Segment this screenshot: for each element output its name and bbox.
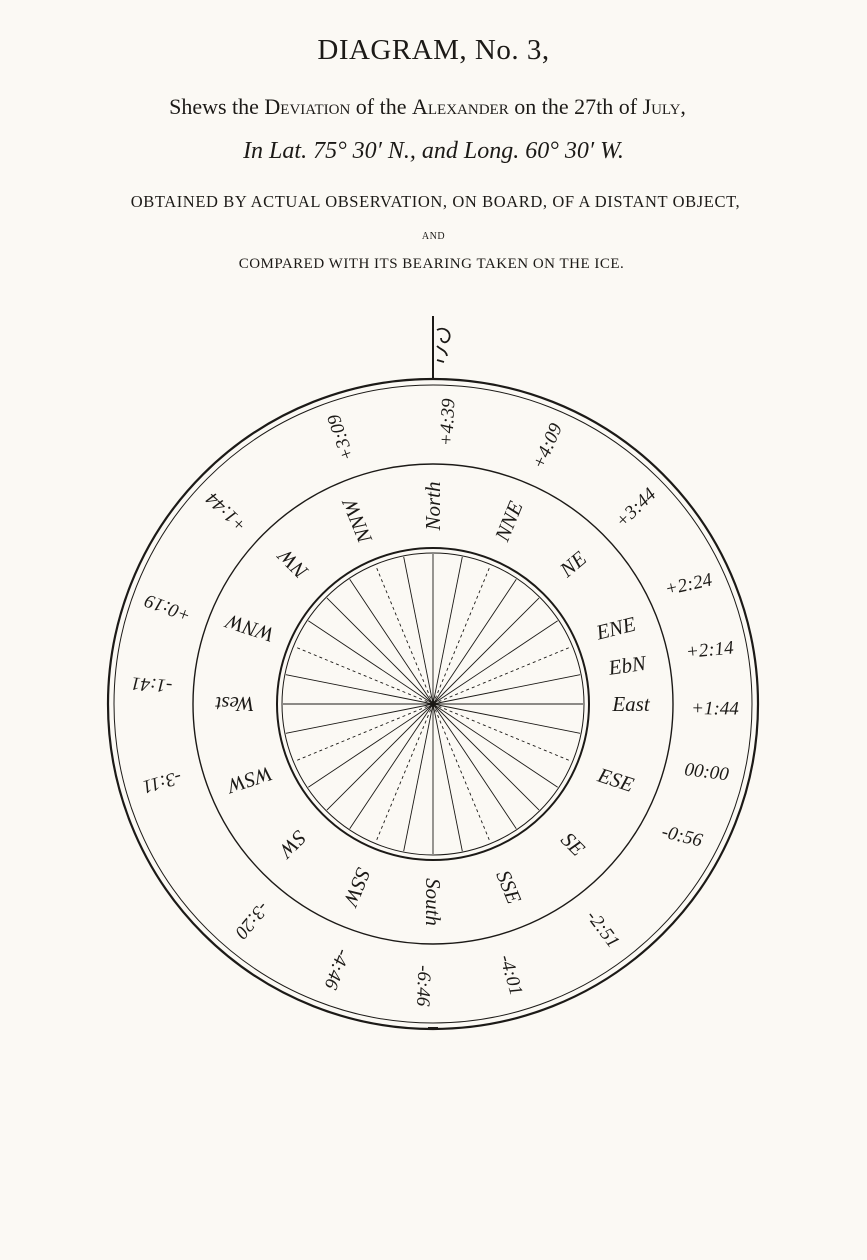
compass-ray [327,598,433,704]
deviation-value: 00:00 [683,759,730,786]
compass-point-label: South [421,878,445,926]
compass-point-label: NNW [337,495,377,547]
subtitle-on: on the 27th of [508,94,643,119]
compass-point-label: ENE [593,611,639,645]
compass-point-label: East [612,692,650,716]
deviation-value: +4:09 [528,420,567,473]
deviation-value: +1:44 [691,698,739,720]
deviation-value: +0:19 [142,589,194,626]
compass-point-label: ESE [594,762,637,797]
compass-point-label: SSE [491,866,527,908]
compass-point-label: NW [273,544,313,584]
compass-point-label: EbN [607,650,648,680]
compass-point-label: North [421,481,445,531]
compass-point-label: WSW [224,761,276,799]
compass-point-label: SSW [338,864,376,910]
compass-ray [294,704,433,761]
north-pointer [433,316,450,380]
compass-ray [376,704,433,843]
deviation-value: +3:09 [323,411,359,464]
deviation-value: -4:01 [494,952,527,998]
deviation-value: -6:46 [411,964,435,1007]
compass-ray [327,704,433,810]
compared-line: COMPARED WITH ITS BEARING TAKEN ON THE ICE. [238,256,625,272]
deviation-value: -3:11 [139,766,184,798]
deviation-value: -1:41 [130,672,173,697]
subtitle-deviation: Deviation [264,94,351,119]
compass-point-label: West [215,692,255,716]
deviation-value: -3:20 [230,897,273,943]
deviation-value: +2:24 [663,569,715,601]
deviation-value: +2:14 [685,637,735,663]
compass-ray [294,647,433,704]
compass-ray [433,704,490,843]
deviation-value: -0:56 [659,821,705,852]
subtitle-ship: Alexander [411,94,509,119]
obtained-line: OBTAINED BY ACTUAL OBSERVATION, ON BOARD, OF A DISTANT OBJECT, [130,192,741,211]
fleur-de-lis-icon [437,329,450,362]
position-line: In Lat. 75° 30′ N., and Long. 60° 30′ W. [243,138,624,164]
compass-point-label: NE [555,546,591,582]
compass-point-label: SE [556,827,590,861]
deviation-value: -4:46 [319,946,354,992]
compass-point-label: WNW [223,609,278,648]
subtitle-prefix: Shews the [169,94,265,119]
compass-ray [433,598,539,704]
compass-ray [376,565,433,704]
compass-point-label: SW [274,825,312,863]
compass-ray [433,565,490,704]
south-mark [428,1027,438,1030]
deviation-value: +1:44 [202,487,252,536]
compass-point-label: NNE [489,497,528,545]
compass-ray [433,704,572,761]
subtitle-month: July, [642,94,686,119]
compass-ray [433,647,572,704]
subtitle-of: of the [350,94,412,119]
deviation-value: -2:51 [581,906,624,952]
and-line: AND [421,231,446,242]
compass-ray [433,704,539,810]
diagram-title: DIAGRAM, No. 3, [317,34,550,66]
compass-rays [283,554,583,854]
deviation-value: +3:44 [611,483,661,533]
deviation-value: +4:39 [436,398,460,447]
